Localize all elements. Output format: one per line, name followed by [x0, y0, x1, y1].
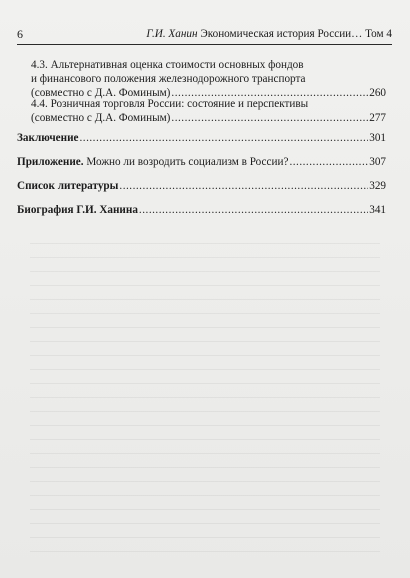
- page-number: 6: [17, 27, 23, 41]
- toc-entry-line: (совместно с Д.А. Фоминым): [31, 112, 171, 124]
- toc-entry-line: и финансового положения железнодорожного транспорта: [31, 73, 306, 85]
- toc-leader-line: [17, 131, 386, 145]
- header-book-title: Экономическая история России…: [200, 28, 363, 40]
- toc-entry-line: 4.3. Альтернативная оценка стоимости основных фондов: [31, 59, 304, 71]
- toc-entry-label: Приложение.: [17, 156, 84, 168]
- toc-page-number: 307: [369, 156, 386, 168]
- toc-page-number: 329: [369, 180, 386, 192]
- toc-entry-line: 4.4. Розничная торговля России: состояние и перспективы: [31, 98, 309, 110]
- toc-entry-4-4: [31, 97, 386, 125]
- toc-entry-title: Список литературы: [17, 180, 119, 192]
- toc-leader-line: [17, 203, 386, 217]
- toc-entry-bibliography: [17, 179, 386, 193]
- toc-entry-appendix: [17, 155, 386, 169]
- toc-dot-leader: [171, 111, 368, 125]
- toc-entry-biography: [17, 203, 386, 217]
- toc-entry-4-3: [31, 58, 386, 100]
- header-volume: Том 4: [365, 28, 392, 40]
- toc-entry-title: Биография Г.И. Ханина: [17, 204, 138, 216]
- header-author: Г.И. Ханин: [146, 28, 198, 40]
- toc-dot-leader: [139, 203, 368, 217]
- toc-page-number: 277: [369, 112, 386, 124]
- toc-dot-leader: [289, 155, 368, 169]
- header-rule: [17, 44, 392, 45]
- toc-entry-subtitle: Можно ли возродить социализм в России?: [83, 156, 289, 168]
- running-head: [17, 25, 392, 43]
- show-through-texture: [30, 235, 380, 565]
- toc-leader-line: [31, 111, 386, 125]
- toc-page-number: 260: [369, 87, 386, 99]
- toc-entry-title: [17, 155, 288, 169]
- toc-dot-leader: [79, 131, 368, 145]
- toc-page-number: 341: [369, 204, 386, 216]
- toc-leader-line: [17, 155, 386, 169]
- toc-entry-line: (совместно с Д.А. Фоминым): [31, 87, 171, 99]
- toc-leader-line: [17, 179, 386, 193]
- toc-entry-conclusion: [17, 131, 386, 145]
- toc-entry-title: Заключение: [17, 132, 79, 144]
- running-title: [146, 25, 392, 43]
- toc-dot-leader: [119, 179, 368, 193]
- toc-page-number: 301: [369, 132, 386, 144]
